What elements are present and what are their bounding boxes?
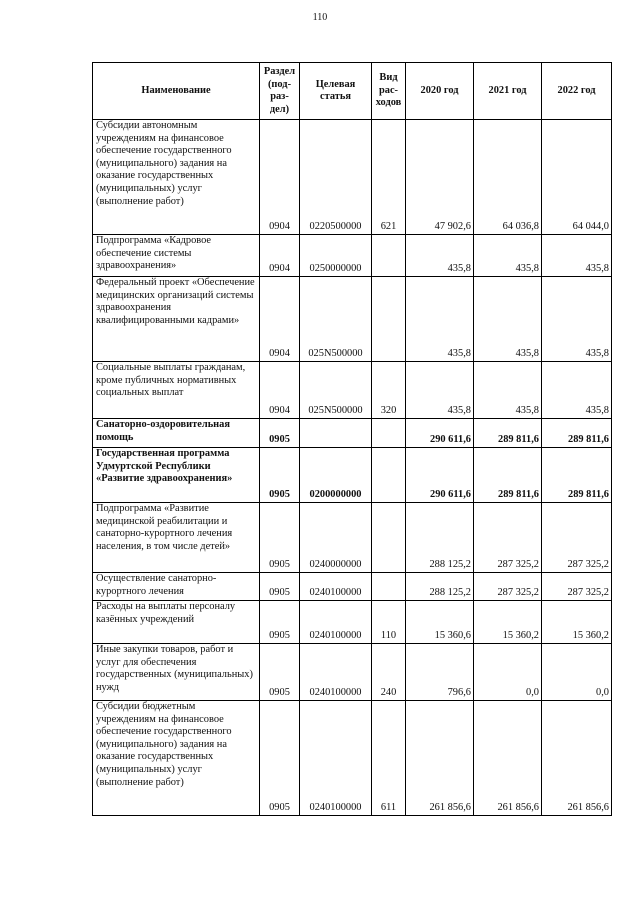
row-2022: 0,0 xyxy=(542,644,612,701)
row-target: 0220500000 xyxy=(300,120,372,235)
header-2020: 2020 год xyxy=(406,63,474,120)
row-target: 025N500000 xyxy=(300,277,372,362)
row-section: 0905 xyxy=(260,644,300,701)
row-section: 0904 xyxy=(260,235,300,277)
table-row xyxy=(93,277,612,362)
table-row xyxy=(93,701,612,816)
row-2020: 435,8 xyxy=(406,235,474,277)
budget-table xyxy=(92,62,612,816)
row-2020: 47 902,6 xyxy=(406,120,474,235)
table-header-row xyxy=(93,63,612,120)
row-2021: 289 811,6 xyxy=(474,448,542,503)
table-row xyxy=(93,448,612,503)
table-row xyxy=(93,235,612,277)
row-name: Государственная программа Удмуртской Республики «Развитие здравоохранения» xyxy=(93,448,260,503)
row-name: Субсидии автономным учреждениям на финансовое обеспечение государственного (муниципального) задания на оказание государственных (муниципальных) услуг (выполнение работ) xyxy=(93,120,260,235)
row-2020: 288 125,2 xyxy=(406,573,474,601)
row-section: 0904 xyxy=(260,120,300,235)
row-name: Субсидии бюджетным учреждениям на финансовое обеспечение государственного (муниципального) задания на оказание государственных (муниципальных) услуг (выполнение работ) xyxy=(93,701,260,816)
row-2022: 15 360,2 xyxy=(542,601,612,644)
row-target xyxy=(300,419,372,448)
row-2022: 261 856,6 xyxy=(542,701,612,816)
row-expense-type: 320 xyxy=(372,362,406,419)
row-name: Санаторно-оздоровительная помощь xyxy=(93,419,260,448)
table-row xyxy=(93,573,612,601)
row-expense-type xyxy=(372,419,406,448)
row-2021: 64 036,8 xyxy=(474,120,542,235)
row-name: Иные закупки товаров, работ и услуг для обеспечения государственных (муниципальных) нужд xyxy=(93,644,260,701)
row-expense-type: 621 xyxy=(372,120,406,235)
row-target: 0240100000 xyxy=(300,644,372,701)
header-name: Наименование xyxy=(93,63,260,120)
row-section: 0904 xyxy=(260,362,300,419)
row-section: 0904 xyxy=(260,277,300,362)
row-2021: 435,8 xyxy=(474,362,542,419)
header-2022: 2022 год xyxy=(542,63,612,120)
row-2020: 288 125,2 xyxy=(406,503,474,573)
row-2020: 15 360,6 xyxy=(406,601,474,644)
row-2020: 435,8 xyxy=(406,277,474,362)
row-expense-type: 110 xyxy=(372,601,406,644)
row-expense-type xyxy=(372,503,406,573)
row-section: 0905 xyxy=(260,419,300,448)
row-2020: 290 611,6 xyxy=(406,448,474,503)
row-expense-type xyxy=(372,277,406,362)
row-expense-type xyxy=(372,448,406,503)
page-number: 110 xyxy=(312,12,328,23)
table-row xyxy=(93,601,612,644)
row-name: Подпрограмма «Кадровое обеспечение системы здравоохранения» xyxy=(93,235,260,277)
row-expense-type: 240 xyxy=(372,644,406,701)
row-2022: 435,8 xyxy=(542,362,612,419)
row-2022: 287 325,2 xyxy=(542,503,612,573)
row-section: 0905 xyxy=(260,701,300,816)
row-name: Расходы на выплаты персоналу казённых учреждений xyxy=(93,601,260,644)
row-name: Подпрограмма «Развитие медицинской реабилитации и санаторно-курортного лечения населения, в том числе детей» xyxy=(93,503,260,573)
row-expense-type xyxy=(372,235,406,277)
header-expense-type: Вид рас-ходов xyxy=(372,63,406,120)
row-target: 0240100000 xyxy=(300,601,372,644)
row-name: Федеральный проект «Обеспечение медицинских организаций системы здравоохранения квалифицированными кадрами» xyxy=(93,277,260,362)
row-2022: 435,8 xyxy=(542,235,612,277)
row-2021: 287 325,2 xyxy=(474,573,542,601)
row-2020: 290 611,6 xyxy=(406,419,474,448)
row-2021: 261 856,6 xyxy=(474,701,542,816)
row-section: 0905 xyxy=(260,601,300,644)
row-2020: 261 856,6 xyxy=(406,701,474,816)
table-row xyxy=(93,419,612,448)
header-section: Раздел (под-раз-дел) xyxy=(260,63,300,120)
table-row xyxy=(93,120,612,235)
table-row xyxy=(93,362,612,419)
row-expense-type xyxy=(372,573,406,601)
row-2022: 435,8 xyxy=(542,277,612,362)
row-2021: 15 360,2 xyxy=(474,601,542,644)
row-2021: 289 811,6 xyxy=(474,419,542,448)
row-2022: 289 811,6 xyxy=(542,448,612,503)
table-row xyxy=(93,644,612,701)
row-target: 0240000000 xyxy=(300,503,372,573)
row-2020: 435,8 xyxy=(406,362,474,419)
row-2021: 435,8 xyxy=(474,277,542,362)
row-section: 0905 xyxy=(260,573,300,601)
row-target: 0250000000 xyxy=(300,235,372,277)
row-2021: 0,0 xyxy=(474,644,542,701)
row-target: 0200000000 xyxy=(300,448,372,503)
row-2021: 435,8 xyxy=(474,235,542,277)
row-2021: 287 325,2 xyxy=(474,503,542,573)
header-target: Целевая статья xyxy=(300,63,372,120)
row-name: Осуществление санаторно-курортного лечения xyxy=(93,573,260,601)
table-row xyxy=(93,503,612,573)
row-2022: 289 811,6 xyxy=(542,419,612,448)
row-2022: 64 044,0 xyxy=(542,120,612,235)
row-target: 025N500000 xyxy=(300,362,372,419)
row-2022: 287 325,2 xyxy=(542,573,612,601)
header-2021: 2021 год xyxy=(474,63,542,120)
row-section: 0905 xyxy=(260,448,300,503)
row-name: Социальные выплаты гражданам, кроме публичных нормативных социальных выплат xyxy=(93,362,260,419)
row-section: 0905 xyxy=(260,503,300,573)
row-target: 0240100000 xyxy=(300,701,372,816)
row-2020: 796,6 xyxy=(406,644,474,701)
row-expense-type: 611 xyxy=(372,701,406,816)
row-target: 0240100000 xyxy=(300,573,372,601)
